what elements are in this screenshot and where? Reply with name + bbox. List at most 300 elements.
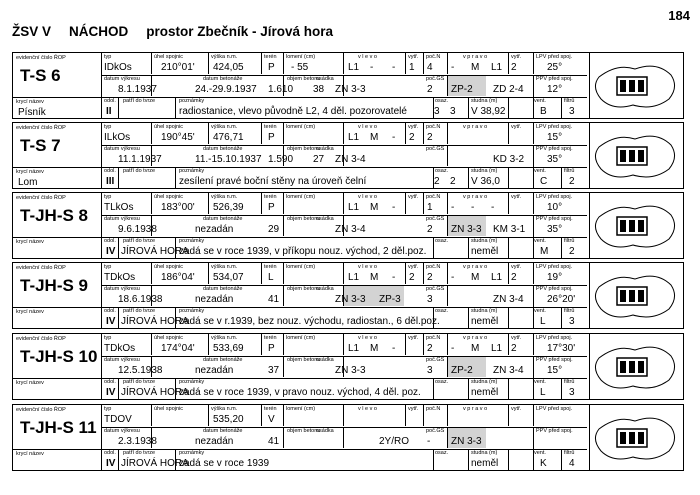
label-studna: studna (m) — [471, 168, 498, 174]
row-divider — [101, 75, 587, 76]
label-vytr: vytř. — [511, 124, 522, 130]
label-patri: patří do tvrze — [123, 379, 156, 385]
value-typ: TLkOs — [104, 202, 134, 213]
value-vyska: 534,07 — [213, 272, 244, 283]
value-ppv: 15° — [547, 365, 563, 376]
col-divider — [283, 193, 284, 214]
label-vpravo: v p r a v o — [463, 124, 488, 130]
plan-room — [629, 150, 635, 162]
col-divider — [561, 167, 562, 188]
label-teren: terén — [264, 54, 277, 60]
label-vent: vent. — [534, 168, 546, 174]
label-pocGS: poč.GS — [426, 146, 445, 152]
value-odol: II — [106, 106, 112, 117]
label-vpravo: v p r a v o — [463, 194, 488, 200]
value-odol: IV — [106, 458, 116, 469]
col-divider — [533, 427, 534, 470]
value-studna: neměl — [471, 246, 499, 257]
label-vyska: výška n.m. — [211, 406, 238, 412]
col-divider — [118, 378, 119, 399]
label-datum_bet: datum betonáže — [203, 146, 243, 152]
value-filtru: 3 — [569, 316, 575, 327]
label-typ: typ — [104, 406, 112, 412]
value-teren: V — [268, 414, 275, 425]
label-pocN: poč.N — [426, 124, 441, 130]
plan-room — [638, 80, 644, 92]
label-typ: typ — [104, 124, 112, 130]
value-right: M — [471, 272, 480, 283]
plan-room — [629, 290, 635, 302]
col-divider — [433, 378, 434, 399]
label-uhel: úhel spojnic — [154, 335, 184, 341]
value-patri: JÍROVÁ HORA — [121, 387, 189, 398]
value-datum_bet: 11.-15.10.1937 — [195, 154, 262, 165]
label-datum_vyk: datum výkresu — [104, 428, 140, 434]
col-divider — [423, 123, 424, 144]
col-divider — [533, 123, 534, 144]
label-poznamky: poznámky — [179, 379, 205, 385]
col-divider — [101, 193, 102, 258]
label-pocGS: poč.GS — [426, 216, 445, 222]
label-objem: objem betonu — [287, 146, 321, 152]
col-divider — [447, 53, 448, 74]
value-osaz_b: 2 — [450, 176, 456, 187]
value-datum_bet: nezadán — [195, 294, 234, 305]
value-osaz_b: 3 — [450, 106, 456, 117]
value-left: - — [392, 343, 396, 354]
value-poznamky: zesílení pravé boční stěny na úroveň čelní — [179, 176, 367, 187]
col-divider — [261, 123, 262, 144]
value-datum_bet: nezadán — [195, 365, 234, 376]
value-zp: ZN 3-3 — [451, 224, 482, 235]
value-vytr_l: 2 — [409, 132, 415, 143]
value-studna: neměl — [471, 316, 499, 327]
value-lomeni: - 55 — [291, 62, 309, 73]
label-objem: objem betonu — [287, 216, 321, 222]
label-uhel: úhel spojnic — [154, 54, 184, 60]
label-datum_bet: datum betonáže — [203, 76, 243, 82]
col-divider — [508, 307, 509, 328]
label-vytr: vytř. — [511, 406, 522, 412]
value-datum_vyk: 8.1.1937 — [118, 84, 157, 95]
col-divider — [283, 427, 284, 448]
col-divider — [151, 53, 152, 74]
label-filtru: filtrů — [564, 168, 575, 174]
value-pocN: 2 — [427, 272, 433, 283]
value-zd: KM 3-1 — [493, 224, 526, 235]
label-vpravo: v p r a v o — [463, 264, 488, 270]
fort-entry — [12, 122, 684, 189]
value-vyska: 476,71 — [213, 132, 244, 143]
label-evid: evidenční číslo ŘOP — [16, 336, 66, 342]
label-uhel: úhel spojnic — [154, 124, 184, 130]
label-uhel: úhel spojnic — [154, 406, 184, 412]
col-divider — [508, 449, 509, 470]
value-zn: ZN 3-3 — [335, 365, 366, 376]
col-divider — [508, 193, 509, 214]
label-datum_vyk: datum výkresu — [104, 146, 140, 152]
floor-plan-sketch — [587, 125, 681, 187]
plan-room — [620, 361, 626, 373]
value-typ: TDkOs — [104, 343, 136, 354]
col-divider — [118, 449, 119, 470]
value-pocN: 2 — [427, 343, 433, 354]
col-divider — [468, 378, 469, 399]
value-studna: neměl — [471, 387, 499, 398]
label-vyska: výška n.m. — [211, 194, 238, 200]
label-vyska: výška n.m. — [211, 124, 238, 130]
label-kryci: krycí název — [16, 239, 44, 245]
value-left: M — [370, 132, 379, 143]
label-osaz: osaz. — [435, 168, 449, 174]
col-divider — [508, 263, 509, 284]
col-divider — [533, 334, 534, 355]
row-divider — [13, 449, 587, 450]
value-left: L1 — [348, 272, 360, 283]
value-zn: ZN 3-4 — [335, 154, 366, 165]
label-poznamky: poznámky — [179, 98, 205, 104]
col-divider — [561, 237, 562, 258]
value-osaz_a: 2 — [434, 176, 440, 187]
col-divider — [151, 334, 152, 355]
label-ppv: PPV před spoj. — [536, 428, 573, 434]
label-patri: patří do tvrze — [123, 450, 156, 456]
label-studna: studna (m) — [471, 98, 498, 104]
floor-plan-sketch — [587, 55, 681, 117]
value-left: M — [370, 272, 379, 283]
value-pocGS: 3 — [427, 294, 433, 305]
col-divider — [261, 53, 262, 74]
row-divider — [13, 378, 587, 379]
label-ppv: PPV před spoj. — [536, 216, 573, 222]
label-pocN: poč.N — [426, 264, 441, 270]
col-divider — [508, 237, 509, 258]
col-divider — [423, 405, 424, 426]
value-pocGS: - — [427, 436, 431, 447]
plan-room — [638, 220, 644, 232]
value-vytr_r: 2 — [511, 272, 517, 283]
value-osaz_a: 3 — [434, 106, 440, 117]
value-vyska: 424,05 — [213, 62, 244, 73]
value-filtru: 2 — [569, 176, 575, 187]
col-divider — [151, 405, 152, 426]
label-evid: evidenční číslo ŘOP — [16, 125, 66, 131]
plan-room — [620, 220, 626, 232]
label-pocGS: poč.GS — [426, 428, 445, 434]
value-filtru: 2 — [569, 246, 575, 257]
value-odol: IV — [106, 316, 116, 327]
value-left: L1 — [348, 202, 360, 213]
value-patri: JÍROVÁ HORA — [121, 316, 189, 327]
value-typ: ILkOs — [104, 132, 131, 143]
label-datum_vyk: datum výkresu — [104, 216, 140, 222]
label-objem: objem betonu — [287, 428, 321, 434]
col-divider — [151, 193, 152, 214]
col-divider — [118, 167, 119, 188]
label-vytr: vytř. — [408, 194, 419, 200]
col-divider — [561, 378, 562, 399]
label-studna: studna (m) — [471, 308, 498, 314]
label-datum_bet: datum betonáže — [203, 286, 243, 292]
label-osaz: osaz. — [435, 238, 449, 244]
value-vyska: 526,39 — [213, 202, 244, 213]
value-poznamky: zadá se v roce 1939 — [179, 458, 270, 469]
value-zn2: ZP-3 — [379, 294, 401, 305]
row-divider — [101, 356, 587, 357]
col-divider — [447, 145, 448, 166]
col-divider — [283, 334, 284, 355]
value-typ: TDOV — [104, 414, 132, 425]
col-divider — [447, 405, 448, 426]
value-left: - — [370, 62, 374, 73]
col-divider — [405, 405, 406, 426]
col-divider — [447, 193, 448, 214]
label-lpv: LPV před spoj. — [536, 335, 573, 341]
col-divider — [261, 263, 262, 284]
label-vytr: vytř. — [408, 264, 419, 270]
value-ppv: 35° — [547, 224, 563, 235]
label-kryci: krycí název — [16, 169, 44, 175]
page-number: 184 — [668, 8, 690, 23]
col-divider — [283, 285, 284, 306]
label-datum_bet: datum betonáže — [203, 428, 243, 434]
label-uhel: úhel spojnic — [154, 264, 184, 270]
value-vytr_r: 2 — [511, 343, 517, 354]
col-divider — [508, 405, 509, 426]
col-divider — [533, 405, 534, 426]
label-osaz: osaz. — [435, 308, 449, 314]
label-datum_vyk: datum výkresu — [104, 357, 140, 363]
label-vlevo: v l e v o — [358, 54, 377, 60]
col-divider — [283, 356, 284, 377]
value-vent: M — [540, 246, 549, 257]
col-divider — [343, 123, 344, 144]
col-divider — [447, 263, 448, 284]
label-pocGS: poč.GS — [426, 357, 445, 363]
value-zn: ZN 3-3 — [335, 294, 366, 305]
col-divider — [343, 405, 344, 426]
col-divider — [208, 263, 209, 284]
col-divider — [405, 193, 406, 214]
label-evid: evidenční číslo ŘOP — [16, 195, 66, 201]
value-objem: 41 — [268, 294, 280, 305]
label-vent: vent. — [534, 98, 546, 104]
label-objem: objem betonu — [287, 357, 321, 363]
value-studna: neměl — [471, 458, 499, 469]
col-divider — [561, 307, 562, 328]
row-divider — [13, 307, 587, 308]
label-osadka: osádka — [316, 146, 334, 152]
label-vytr: vytř. — [511, 54, 522, 60]
value-teren: L — [268, 272, 274, 283]
label-vpravo: v p r a v o — [463, 335, 488, 341]
value-datum_vyk: 2.3.1938 — [118, 436, 157, 447]
label-datum_bet: datum betonáže — [203, 216, 243, 222]
col-divider — [533, 263, 534, 284]
label-evid: evidenční číslo ŘOP — [16, 265, 66, 271]
label-osaz: osaz. — [435, 98, 449, 104]
floor-plan-sketch — [587, 407, 681, 469]
plan-room — [620, 80, 626, 92]
fort-entry — [12, 333, 684, 400]
value-poznamky: zadá se v roce 1939, v příkopu nouz. východ, 2 děl.poz. — [179, 246, 427, 257]
label-pocN: poč.N — [426, 335, 441, 341]
col-divider — [208, 334, 209, 355]
value-vent: B — [540, 106, 547, 117]
col-divider — [343, 53, 344, 74]
label-vpravo: v p r a v o — [463, 406, 488, 412]
value-teren: P — [268, 62, 275, 73]
col-divider — [508, 53, 509, 74]
label-odol: odol. — [104, 98, 116, 104]
label-lpv: LPV před spoj. — [536, 194, 573, 200]
label-vlevo: v l e v o — [358, 124, 377, 130]
col-divider — [283, 405, 284, 426]
value-vyska: 535,20 — [213, 414, 244, 425]
label-filtru: filtrů — [564, 308, 575, 314]
value-left: - — [392, 202, 396, 213]
col-divider — [508, 123, 509, 144]
col-divider — [533, 285, 534, 328]
value-pocN: 1 — [427, 202, 433, 213]
value-studna: V 36,0 — [471, 176, 500, 187]
value-vytr_r: 2 — [511, 62, 517, 73]
value-right: - — [491, 202, 495, 213]
col-divider — [405, 263, 406, 284]
col-divider — [468, 167, 469, 188]
value-ppv: 12° — [547, 84, 563, 95]
label-vent: vent. — [534, 308, 546, 314]
label-poznamky: poznámky — [179, 450, 205, 456]
value-right: M — [471, 62, 480, 73]
fort-code: T-JH-S 10 — [20, 347, 98, 366]
label-osadka: osádka — [316, 428, 334, 434]
value-datum_vyk: 11.1.1937 — [118, 154, 162, 165]
col-divider — [468, 237, 469, 258]
col-divider — [101, 263, 102, 328]
col-divider — [151, 263, 152, 284]
floor-plan-sketch — [587, 265, 681, 327]
value-vent: K — [540, 458, 547, 469]
value-left: - — [392, 272, 396, 283]
value-right: - — [471, 202, 475, 213]
col-divider — [423, 263, 424, 284]
label-filtru: filtrů — [564, 238, 575, 244]
plan-room — [638, 361, 644, 373]
col-divider — [405, 123, 406, 144]
col-divider — [508, 378, 509, 399]
label-kryci: krycí název — [16, 380, 44, 386]
label-vytr: vytř. — [408, 406, 419, 412]
value-left: - — [392, 62, 396, 73]
value-right: - — [451, 272, 455, 283]
value-vent: L — [540, 387, 546, 398]
label-osadka: osádka — [316, 357, 334, 363]
col-divider — [261, 334, 262, 355]
label-vyska: výška n.m. — [211, 54, 238, 60]
value-vent: L — [540, 316, 546, 327]
label-lpv: LPV před spoj. — [536, 406, 573, 412]
value-objem: 41 — [268, 436, 280, 447]
label-lpv: LPV před spoj. — [536, 124, 573, 130]
value-zd: ZN 3-4 — [493, 294, 524, 305]
label-odol: odol. — [104, 379, 116, 385]
cover-name: Písník — [18, 107, 46, 118]
value-teren: P — [268, 202, 275, 213]
value-patri: JÍROVÁ HORA — [121, 246, 189, 257]
label-evid: evidenční číslo ŘOP — [16, 55, 66, 61]
col-divider — [283, 123, 284, 144]
label-datum_bet: datum betonáže — [203, 357, 243, 363]
label-uhel: úhel spojnic — [154, 194, 184, 200]
label-odol: odol. — [104, 450, 116, 456]
col-divider — [175, 167, 176, 188]
col-divider — [208, 405, 209, 426]
fort-code: T-S 6 — [20, 66, 61, 85]
value-studna: V 38,92 — [471, 106, 506, 117]
label-vent: vent. — [534, 238, 546, 244]
label-lomeni: lomení (cm) — [286, 124, 316, 130]
col-divider — [508, 167, 509, 188]
label-lomeni: lomení (cm) — [286, 406, 316, 412]
label-pocGS: poč.GS — [426, 286, 445, 292]
label-lomeni: lomení (cm) — [286, 335, 316, 341]
label-kryci: krycí název — [16, 99, 44, 105]
floor-plan-sketch — [587, 195, 681, 257]
label-datum_vyk: datum výkresu — [104, 286, 140, 292]
value-left: M — [370, 202, 379, 213]
label-typ: typ — [104, 335, 112, 341]
label-pocN: poč.N — [426, 194, 441, 200]
label-osadka: osádka — [316, 216, 334, 222]
col-divider — [118, 237, 119, 258]
value-odol: IV — [106, 246, 116, 257]
label-teren: terén — [264, 335, 277, 341]
label-vlevo: v l e v o — [358, 406, 377, 412]
plan-room — [638, 290, 644, 302]
plan-room — [629, 220, 635, 232]
label-patri: patří do tvrze — [123, 238, 156, 244]
label-osaz: osaz. — [435, 450, 449, 456]
row-divider — [13, 97, 587, 98]
label-vytr: vytř. — [408, 54, 419, 60]
value-uhel: 210°01' — [161, 62, 195, 73]
col-divider — [447, 334, 448, 355]
label-lpv: LPV před spoj. — [536, 264, 573, 270]
label-kryci: krycí název — [16, 309, 44, 315]
col-divider — [468, 307, 469, 328]
value-uhel: 186°04' — [161, 272, 195, 283]
value-objem: 1.590 — [268, 154, 294, 165]
col-divider — [561, 449, 562, 470]
value-datum_bet: 24.-29.9.1937 — [195, 84, 257, 95]
label-pocN: poč.N — [426, 54, 441, 60]
col-divider — [508, 334, 509, 355]
value-vytr_l: 1 — [409, 62, 415, 73]
value-datum_vyk: 12.5.1938 — [118, 365, 163, 376]
value-zn2: 2Y/RO — [379, 436, 410, 447]
label-odol: odol. — [104, 168, 116, 174]
value-right: - — [451, 343, 455, 354]
label-datum_vyk: datum výkresu — [104, 76, 140, 82]
label-kryci: krycí název — [16, 451, 44, 457]
col-divider — [433, 449, 434, 470]
plan-room — [620, 150, 626, 162]
col-divider — [508, 97, 509, 118]
fort-code: T-JH-S 8 — [20, 206, 89, 225]
label-patri: patří do tvrze — [123, 98, 156, 104]
label-lomeni: lomení (cm) — [286, 54, 316, 60]
